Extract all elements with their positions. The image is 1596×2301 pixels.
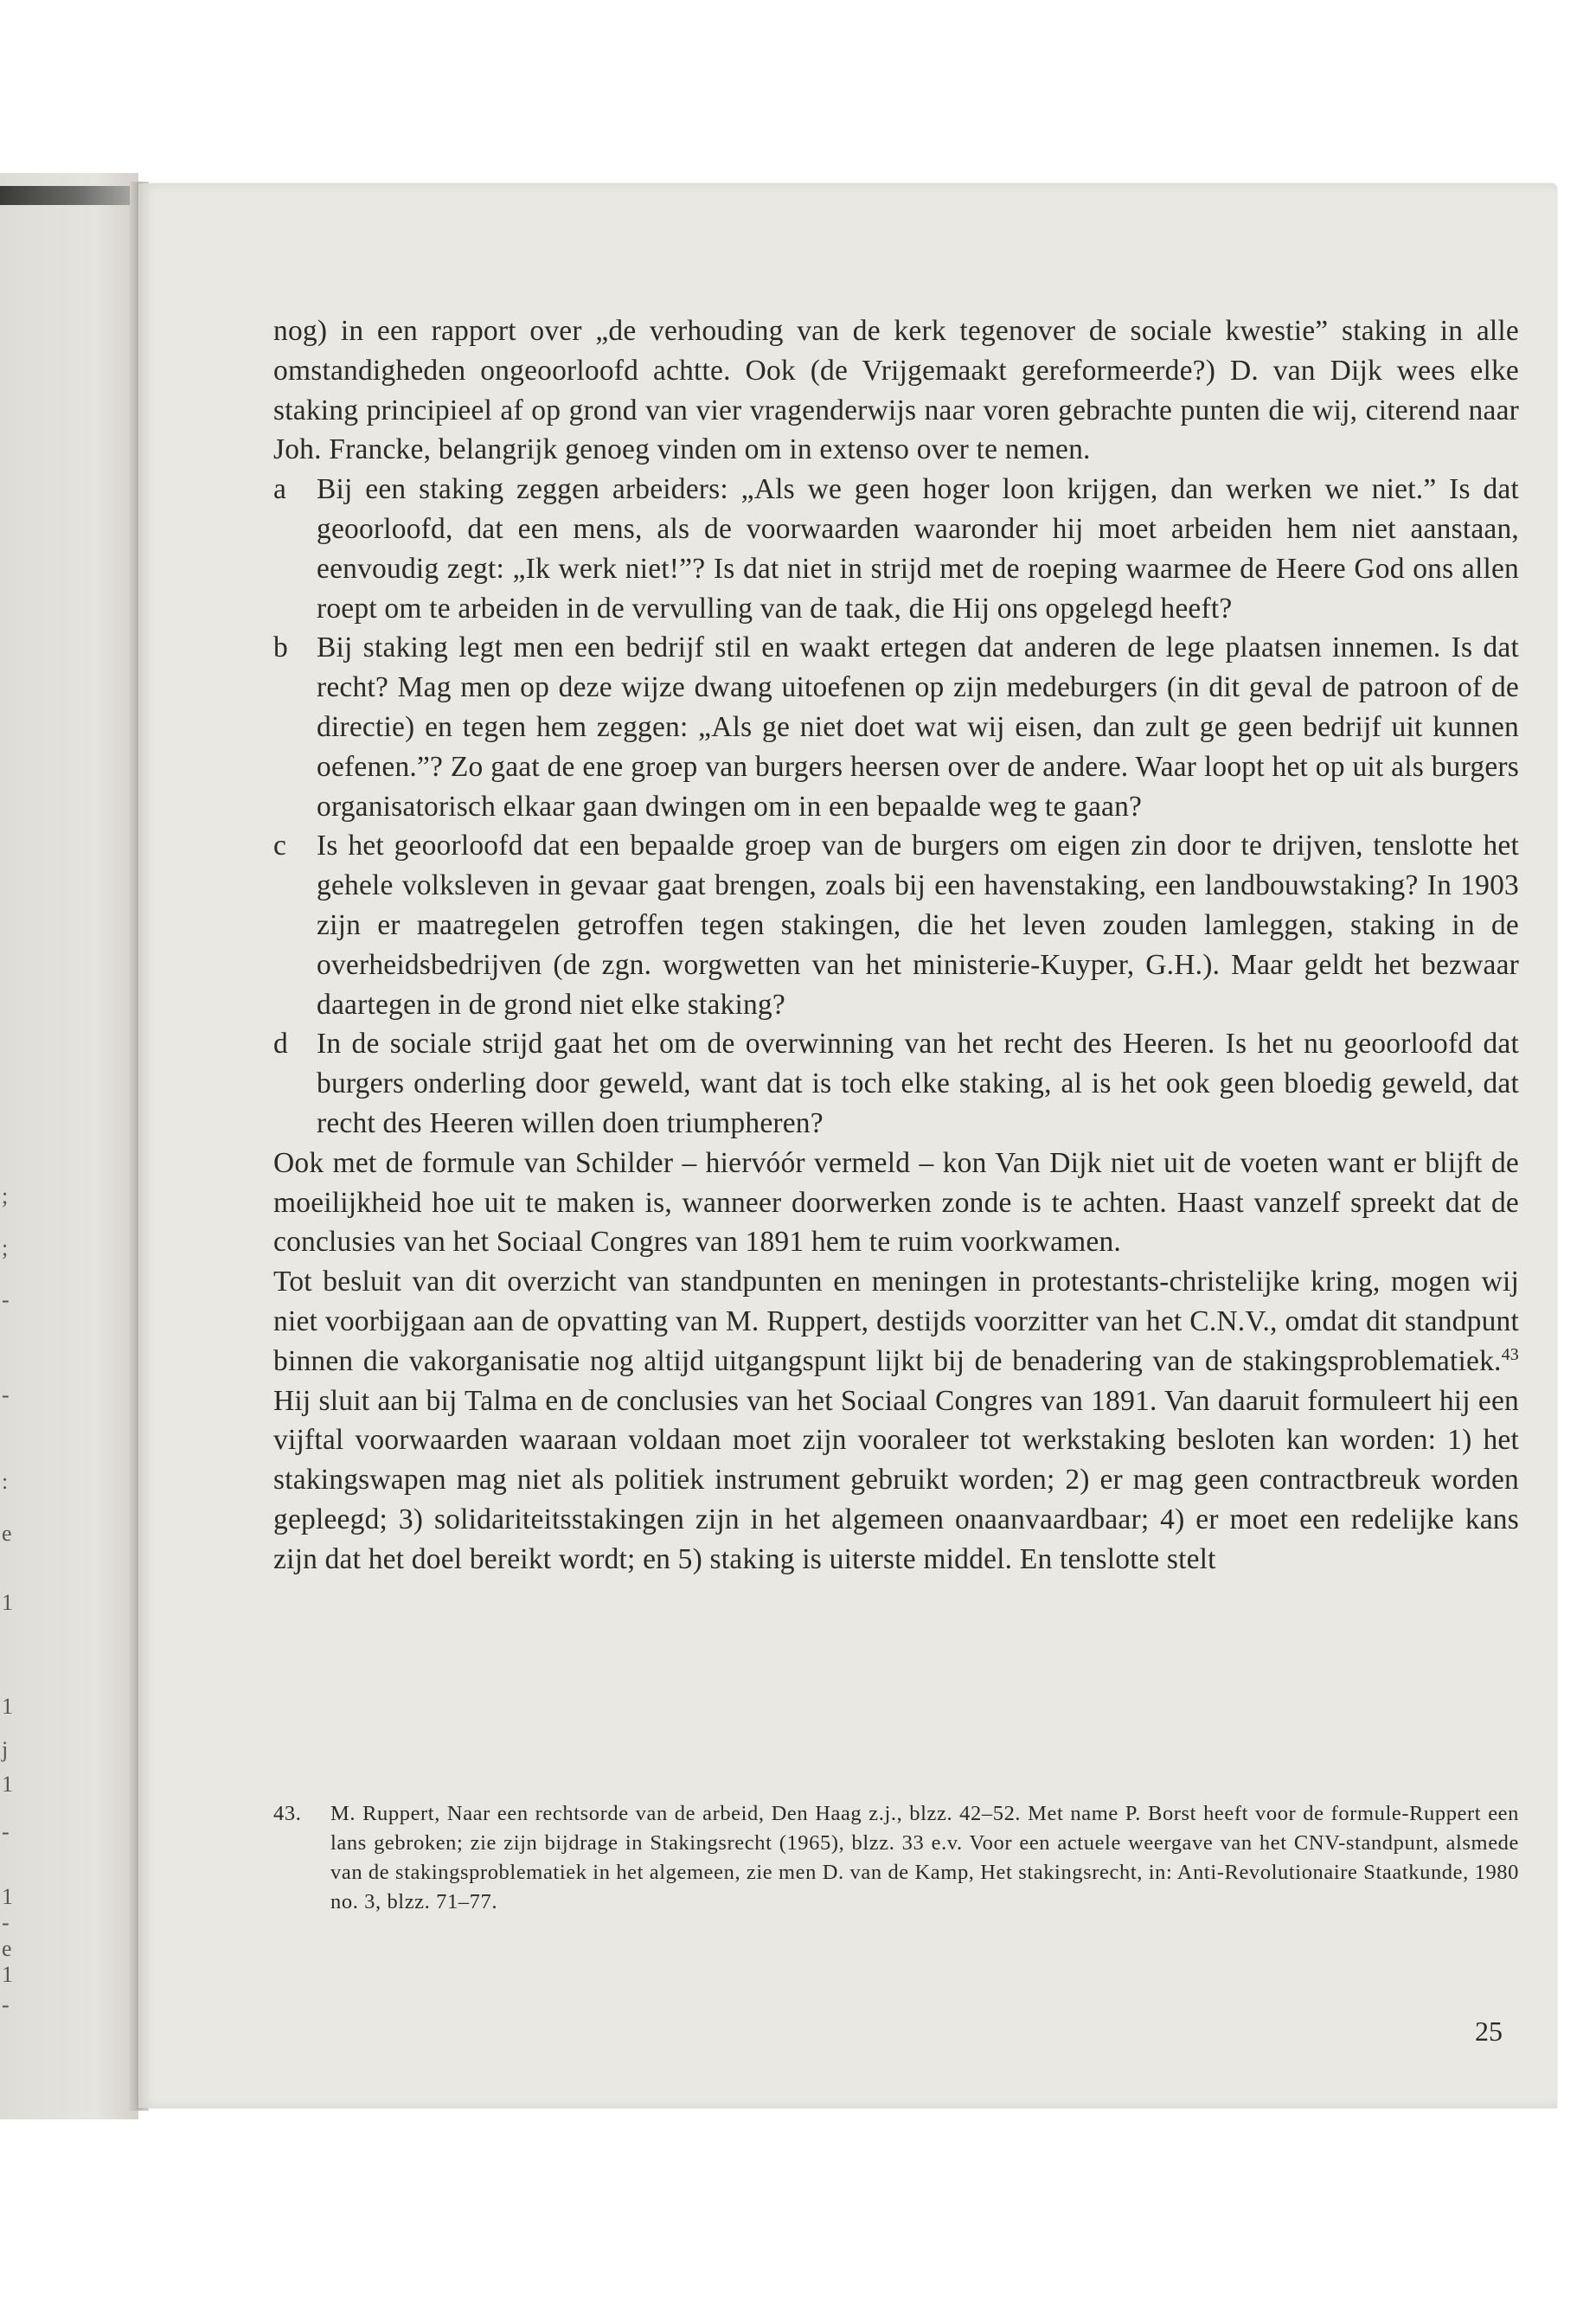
paragraph-schilder: Ook met de formule van Schilder – hiervóór vermeld – kon Van Dijk niet uit de voeten want er blijft de moeilijkheid hoe uit te maken is, wanneer doorwerken zonde is te achten. Haast vanzelf spreekt dat de conclusies van het Sociaal Congres van 1891 hem te ruim voorkwamen. [273,1146,1519,1259]
left-page-edge [0,173,138,2119]
left-page-margin-chars [0,1185,17,2050]
margin-char: - [2,1819,10,1844]
footnote-reference[interactable]: 43 [1501,1344,1519,1364]
margin-char: j [2,1737,9,1762]
paragraph-ruppert-part-2: Hij sluit aan bij Talma en de conclusies van het Sociaal Congres van 1891. Van daaruit formuleert hij een vijftal voorwaarden waaraan voldaan moet zijn vooraleer tot werkstaking besloten kan worden: 1) het stakingswapen mag niet als politiek instrument gebruikt worden; 2) er mag geen contractbreuk worden gepleegd; 3) solidariteitsstakingen zijn in het algemeen onaanvaardbaar; 4) er moet een redelijke kans zijn dat het doel bereikt wordt; en 5) staking is uiterste middel. En tenslotte stelt [273,1384,1519,1575]
margin-char: 1 [2,1884,13,1909]
margin-char: e [2,1936,12,1961]
margin-char: - [2,1910,10,1935]
list-item-text: In de sociale strijd gaat het om de overwinning van het recht des Heeren. Is het nu geoorloofd dat burgers onderling door geweld, want dat is toch elke staking, al is het ook geen bloedig geweld, dat recht des Heeren willen doen triumpheren? [317,1028,1519,1139]
list-item [273,628,1519,826]
list-item-text: Bij staking legt men een bedrijf stil en waakt ertegen dat anderen de lege plaatsen innemen. Is dat recht? Mag men op deze wijze dwang uitoefenen op zijn medeburgers (in dit geval de patroon of de directie) en tegen hem zeggen: „Als ge niet doet wat wij eisen, dan zult ge geen bedrijf uit kunnen oefenen.”? Zo gaat de ene groep van burgers heersen over de andere. Waar loopt het op uit als burgers organisatorisch elkaar gaan dwingen om in een bepaalde weg te gaan? [317,631,1519,823]
margin-char: e [2,1521,12,1546]
margin-char: 1 [2,1962,13,1987]
paragraph-ruppert-part-1: Tot besluit van dit overzicht van standpunten en meningen in protestants-christelijke kring, mogen wij niet voorbijgaan aan de opvatting van M. Ruppert, destijds voorzitter van het C.N.V., omdat dit standpunt binnen die vakorganisatie nog altijd uitgangspunt lijkt bij de benadering van de stakingsproblematiek. [273,1266,1519,1377]
paragraph-ruppert [273,1262,1519,1579]
margin-char: 1 [2,1772,13,1797]
margin-char: 1 [2,1694,13,1719]
list-item [273,826,1519,1024]
list-item [273,470,1519,628]
paragraph-intro: nog) in een rapport over „de verhouding van de kerk tegenover de sociale kwestie” staking in alle omstandigheden ongeoorloofd achtte. Ook (de Vrijgemaakt gereformeerde?) D. van Dijk wees elke staking principieel af op grond van vier vragenderwijs naar voren gebrachte punten die wij, citerend naar Joh. Francke, belangrijk genoeg vinden om in extenso over te nemen. [273,315,1519,466]
margin-char: ; [2,1183,9,1208]
list-item-label: b [273,631,288,664]
list-item-text: Is het geoorloofd dat een bepaalde groep van de burgers om eigen zin door te drijven, tenslotte het gehele volksleven in gevaar gaat brengen, zoals bij een havenstaking, een landbouwstaking? In 1903 zijn er maatregelen getroffen tegen stakingen, die het leven zouden lamleggen, staking in de overheidsbedrijven (de zgn. worgwetten van het ministerie-Kuyper, G.H.). Maar geldt het bezwaar daartegen in de grond niet elke staking? [317,830,1519,1021]
margin-char: 1 [2,1590,13,1615]
page-number: 25 [1475,2016,1503,2047]
margin-char: - [2,1382,10,1407]
list-item-label: d [273,1028,288,1061]
footnote-text: M. Ruppert, Naar een rechtsorde van de arbeid, Den Haag z.j., blzz. 42–52. Met name P. Borst heeft voor de formule-Ruppert een lans gebroken; zie zijn bijdrage in Stakingsrecht (1965), blzz. 33 e.v. Voor een actuele weergave van het CNV-standpunt, alsmede van de stakingsproblematiek in het algemeen, zie men D. van de Kamp, Het stakingsrecht, in: Anti-Revolutionaire Staatkunde, 1980 no. 3, blzz. 71–77. [330,1802,1519,1913]
list-item [273,1024,1519,1143]
margin-char: - [2,1287,10,1312]
margin-char: : [2,1469,9,1494]
list-item-text: Bij een staking zeggen arbeiders: „Als we geen hoger loon krijgen, dan werken we niet.” Is dat geoorloofd, dat een mens, als de voorwaarden waaronder hij moet arbeiden hem niet aanstaan, eenvoudig zegt: „Ik werk niet!”? Is dat niet in strijd met de roeping waarmee de Heere God ons allen roept om te arbeiden in de vervulling van de taak, die Hij ons opgelegd heeft? [317,473,1519,625]
margin-char: - [2,1992,10,2017]
list-item-label: c [273,830,287,862]
footnote-number: 43. [273,1802,302,1825]
footnote [273,1799,1519,1917]
page-body [273,311,1519,1580]
list-item-label: a [273,473,287,506]
margin-char: ; [2,1235,9,1260]
